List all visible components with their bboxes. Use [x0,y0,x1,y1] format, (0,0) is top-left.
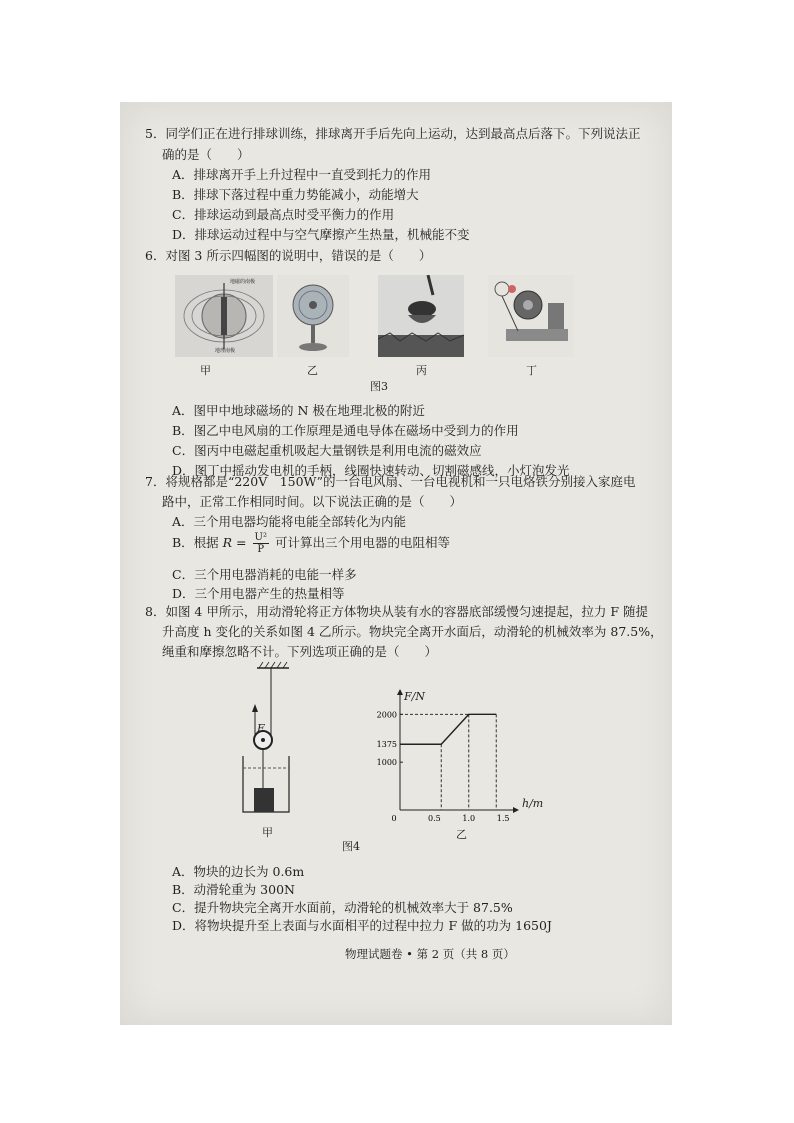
electric-fan-illustration [277,275,349,357]
chart-x-tick-label: 1.5 [496,814,510,823]
q5-stem-line2: 确的是（ ） [162,147,250,162]
chart-y-tick-label: 1375 [376,740,397,750]
q7-option-b-suffix: 可计算出三个用电器的电阻相等 [274,535,450,550]
page-footer: 物理试题卷 • 第 2 页（共 8 页） [345,947,515,961]
chart-y-tick-label: 1000 [376,758,397,768]
q7-formula-numerator: U² [254,532,267,543]
figure3-caption: 图3 [370,380,388,393]
chart-y-tick-label: 2000 [376,710,397,720]
figure3-label-bing: 丙 [416,364,427,377]
q6-option-b: B．图乙中电风扇的工作原理是通电导体在磁场中受到力的作用 [172,423,519,438]
q8-option-c: C．提升物块完全离开水面前，动滑轮的机械效率大于 87.5% [172,900,513,915]
figure3-label-jia: 甲 [200,364,211,377]
q7-formula-fraction [253,532,269,555]
figure3-panel-yi [277,275,349,357]
earth-label-top: 地磁的南极 [230,279,256,285]
q7-option-c: C．三个用电器消耗的电能一样多 [172,567,357,582]
figure4-label-yi: 乙 [456,828,467,841]
q7-option-b [172,532,450,555]
figure4-pulley-setup [235,660,315,825]
q6-option-c: C．图丙中电磁起重机吸起大量钢铁是利用电流的磁效应 [172,443,482,458]
q7-option-a: A．三个用电器均能将电能全部转化为内能 [172,514,407,529]
chart-x-tick-label: 0 [391,814,397,823]
figure3-panel-bing [378,275,464,357]
q5-option-a: A．排球离开手上升过程中一直受到托力的作用 [172,167,432,182]
figure4-caption: 图4 [342,840,360,853]
chart-series-line [400,714,496,744]
q8-stem-line1: 8．如图 4 甲所示，用动滑轮将正方体物块从装有水的容器底部缓慢匀速提起，拉力 F 随提 [145,604,648,619]
q7-formula-lhs: R = [222,535,247,550]
q8-stem-line2: 升高度 h 变化的关系如图 4 乙所示。物块完全离开水面后，动滑轮的机械效率为 87.5%， [162,624,663,639]
q6-option-d: D．图丁中摇动发电机的手柄，线圈快速转动、切割磁感线，小灯泡发光 [172,463,570,478]
q7-option-b-prefix: B．根据 [172,535,219,550]
hand-generator-illustration [488,275,574,357]
q6-option-a: A．图甲中地球磁场的 N 极在地理北极的附近 [172,403,425,418]
figure3-panel-jia [175,275,273,357]
chart-y-axis-label: F/N [404,690,425,703]
q8-option-d: D．将物块提升至上表面与水面相平的过程中拉力 F 做的功为 1650J [172,918,552,933]
q8-stem-line3: 绳重和摩擦忽略不计。下列选项正确的是（ ） [162,644,438,659]
electromagnetic-crane-illustration [378,275,464,357]
chart-x-tick-label: 0.5 [428,814,441,823]
q5-stem-line1: 5．同学们正在进行排球训练，排球离开手后先向上运动，达到最高点后落下。下列说法正 [145,126,641,141]
q7-stem-line2: 路中，正常工作相同时间。以下说法正确的是（ ） [162,494,463,509]
q6-stem: 6．对图 3 所示四幅图的说明中，错误的是（ ） [145,248,432,263]
q5-option-d: D．排球运动过程中与空气摩擦产生热量，机械能不变 [172,227,470,242]
earth-label-bottom: 地理南极 [215,348,236,354]
figure3-panel-ding [488,275,574,357]
chart-x-axis-label: h/m [522,797,544,810]
chart-x-tick-label: 1.0 [462,814,476,823]
figure3-label-ding: 丁 [526,364,537,377]
figure4-force-height-chart [360,682,530,832]
q5-option-c: C．排球运动到最高点时受平衡力的作用 [172,207,395,222]
figure3-label-yi: 乙 [307,364,318,377]
q8-option-a: A．物块的边长为 0.6m [172,864,305,879]
q8-option-b: B．动滑轮重为 300N [172,882,295,897]
figure4-label-jia: 甲 [262,826,273,839]
earth-magnetic-field-illustration [175,275,273,357]
q7-formula-denominator: P [257,544,265,555]
q5-option-b: B．排球下落过程中重力势能减小，动能增大 [172,187,419,202]
figure4-force-label: F [257,722,265,735]
q7-stem-line1: 7．将规格都是“220V 150W”的一台电风扇、一台电视机和一只电烙铁分别接入家庭电 [145,474,636,489]
q7-option-d: D．三个用电器产生的热量相等 [172,586,345,601]
